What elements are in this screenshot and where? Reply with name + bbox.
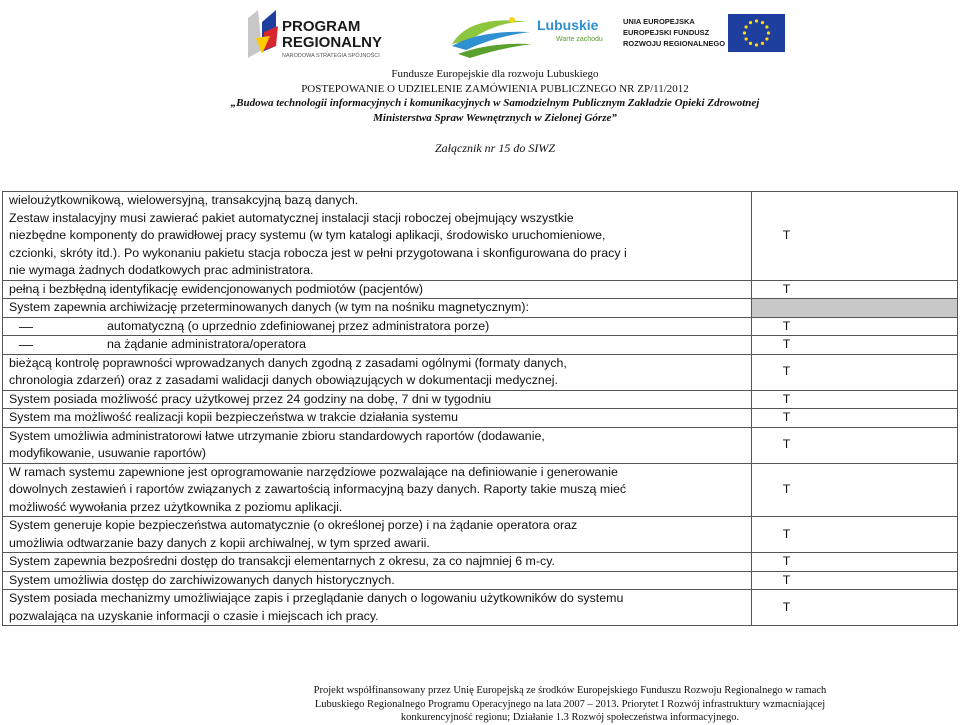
table-row [3, 280, 958, 299]
requirement-line: System generuje kopie bezpieczeństwa automatycznie (o określonej porze) i na żądanie operatora oraz [9, 518, 578, 532]
requirement-line: System umożliwia dostęp do zarchiwizowanych danych historycznych. [9, 572, 395, 587]
program-regionalny-logo [248, 10, 382, 59]
requirement-line: System posiada mechanizmy umożliwiające zapis i przeglądanie danych o logowaniu użytkowników do systemu [9, 591, 624, 605]
mark-value: T [782, 572, 791, 587]
requirement-line: pozwalająca na uzyskanie informacji o czasie i miejscach ich pracy. [9, 608, 379, 623]
requirement-text [3, 590, 752, 626]
header-block [0, 67, 960, 125]
table-row [3, 336, 958, 355]
requirement-line: modyfikowanie, usuwanie raportów) [9, 446, 206, 460]
requirement-mark [752, 463, 958, 517]
requirement-line: możliwość wywołania przez użytkownika z poziomu aplikacji. [9, 499, 343, 514]
requirement-mark [752, 192, 958, 281]
lubuskie-tag: Warte zachodu [556, 36, 603, 43]
table-row [3, 517, 958, 553]
table-row [3, 571, 958, 590]
requirement-mark [752, 299, 958, 318]
requirement-text [3, 280, 752, 299]
eu-star [745, 25, 748, 28]
requirement-line: pełną i bezbłędną identyfikację ewidencjonowanych podmiotów (pacjentów) [9, 281, 423, 296]
requirement-line: System zapewnia archiwizację przeterminowanych danych (w tym na nośniku magnetycznym): [9, 300, 529, 314]
requirement-text [3, 427, 752, 463]
header-line4: Ministerstwa Spraw Wewnętrznych w Zielonej Górze” [373, 111, 617, 124]
requirement-line: nie wymaga żadnych dodatkowych prac administratora. [9, 263, 314, 277]
table-row [3, 317, 958, 336]
requirement-line: System ma możliwość realizacji kopii bezpieczeństwa w trakcie działania systemu [9, 410, 458, 424]
requirement-text [3, 390, 752, 409]
eu-star [755, 43, 758, 46]
requirement-text [3, 192, 752, 281]
mark-value: T [782, 437, 791, 452]
mark-value: T [782, 554, 791, 568]
requirement-mark [752, 553, 958, 572]
mark-value: T [782, 228, 791, 242]
eu-line2: EUROPEJSKI FUNDUSZ [623, 28, 710, 37]
requirement-line: Zestaw instalacyjny musi zawierać pakiet automatycznej instalacji stacji roboczej obejmujący wszystkie [9, 210, 574, 225]
footer [0, 684, 960, 725]
eu-line3: ROZWOJU REGIONALNEGO [623, 39, 726, 48]
requirement-text [3, 317, 752, 336]
requirement-mark [752, 336, 958, 355]
requirement-text [3, 553, 752, 572]
requirement-line: dowolnych zestawień i raportów związanych z zawartością informacyjną bazy danych. Raporty takie muszą mieć [9, 482, 627, 496]
requirement-mark [752, 590, 958, 626]
mark-value: T [782, 526, 791, 541]
table-row [3, 192, 958, 281]
requirement-text [3, 517, 752, 553]
eu-line1: UNIA EUROPEJSKA [623, 17, 695, 26]
requirement-text [3, 299, 752, 318]
dash-bullet-icon [19, 345, 33, 346]
requirement-line: automatyczną (o uprzednio zdefiniowanej przez administratora porze) [107, 318, 490, 333]
logo-bar [0, 0, 960, 72]
table-row [3, 553, 958, 572]
requirement-mark [752, 571, 958, 590]
table-row [3, 463, 958, 517]
requirement-line: czcionki, skróty itd.). Po wykonaniu pakietu stacja robocza jest w pełni przygotowana i skonfigurowana do pracy i [9, 245, 627, 260]
requirement-line: System zapewnia bezpośredni dostęp do transakcji elementarnych z okresu, za co najmniej 6 m-cy. [9, 554, 555, 568]
requirement-mark [752, 354, 958, 390]
requirement-text [3, 571, 752, 590]
eu-star [765, 25, 768, 28]
requirement-line: chronologia zdarzeń) oraz z zasadami walidacji danych obowiązujących w dokumentacji medycznej. [9, 373, 558, 387]
table-row [3, 299, 958, 318]
mark-value: T [782, 599, 791, 614]
dash-bullet-icon [19, 327, 33, 328]
mark-value: T [782, 281, 791, 296]
requirement-line: niezbędne komponenty do prawidłowej pracy systemu (w tym katalogi aplikacji, środowisko uruchomieniowe, [9, 228, 606, 242]
attachment-label: Załącznik nr 15 do SIWZ [435, 141, 555, 155]
mark-value: T [782, 482, 791, 496]
requirement-mark [752, 517, 958, 553]
requirement-line: W ramach systemu zapewnione jest oprogramowanie narzędziowe pozwalające na definiowanie i generowanie [9, 464, 618, 479]
table-row [3, 390, 958, 409]
header-line3: „Budowa technologii informacyjnych i komunikacyjnych w Samodzielnym Publicznym Zakładzie Opieki Zdrowotnej [230, 97, 760, 109]
header-line2: POSTEPOWANIE O UDZIELENIE ZAMÓWIENIA PUBLICZNEGO NR ZP/11/2012 [301, 82, 689, 95]
requirement-mark [752, 427, 958, 463]
requirements-table-body [3, 192, 958, 626]
eu-star [765, 37, 768, 40]
eu-star [761, 21, 764, 24]
lubuskie-name: Lubuskie [537, 17, 599, 33]
mark-value: T [782, 410, 791, 424]
mark-value: T [782, 364, 791, 379]
eu-star [743, 31, 746, 34]
eu-star [749, 21, 752, 24]
table-row [3, 590, 958, 626]
requirement-text [3, 409, 752, 428]
header-line1: Fundusze Europejskie dla rozwoju Lubuskiego [391, 68, 599, 80]
requirement-mark [752, 280, 958, 299]
eu-logo [623, 14, 785, 52]
requirement-text [3, 354, 752, 390]
mark-value: T [782, 391, 791, 406]
eu-star [761, 42, 764, 45]
eu-star [755, 19, 758, 22]
requirement-text [3, 463, 752, 517]
footer-line3: konkurencyjność regionu; Działanie 1.3 Rozwój społeczeństwa informacyjnego. [400, 712, 740, 723]
program-line1: PROGRAM [282, 18, 361, 35]
eu-star [745, 37, 748, 40]
program-tag: NARODOWA STRATEGIA SPÓJNOŚCI [282, 53, 380, 59]
requirement-line: umożliwia odtwarzanie bazy danych z kopii archiwalnej, w tym sprzed awarii. [9, 535, 430, 550]
footer-line1: Projekt współfinansowany przez Unię Europejską ze środków Europejskiego Funduszu Rozwoju Regionalnego w ramach [313, 685, 827, 696]
requirement-mark [752, 390, 958, 409]
eu-star [749, 42, 752, 45]
footer-line2: Lubuskiego Regionalnego Programu Operacyjnego na lata 2007 – 2013. Priorytet I Rozwój infrastruktury wzmacniającej [314, 698, 826, 710]
lubuskie-logo [450, 17, 603, 58]
table-row [3, 354, 958, 390]
mark-value: T [782, 337, 791, 351]
program-line2: REGIONALNY [282, 34, 383, 51]
requirement-text [3, 336, 752, 355]
requirement-line: wielоużytkownikową, wielowersyjną, transakcyjną bazą danych. [9, 193, 359, 207]
requirement-mark [752, 317, 958, 336]
logos-svg [0, 0, 960, 72]
requirement-line: System umożliwia administratorowi łatwe utrzymanie zbioru standardowych raportów (dodawanie, [9, 428, 545, 443]
requirement-line: System posiada możliwość pracy użytkowej przez 24 godziny na dobę, 7 dni w tygodniu [9, 391, 492, 406]
table-row [3, 409, 958, 428]
mark-value: T [782, 318, 791, 333]
requirement-mark [752, 409, 958, 428]
requirements-table [2, 191, 958, 626]
requirement-line: na żądanie administratora/operatora [107, 337, 307, 351]
table-row [3, 427, 958, 463]
eu-star [767, 31, 770, 34]
requirement-line: bieżącą kontrolę poprawności wprowadzanych danych zgodną z zasadami ogólnymi (formaty danych, [9, 355, 567, 370]
